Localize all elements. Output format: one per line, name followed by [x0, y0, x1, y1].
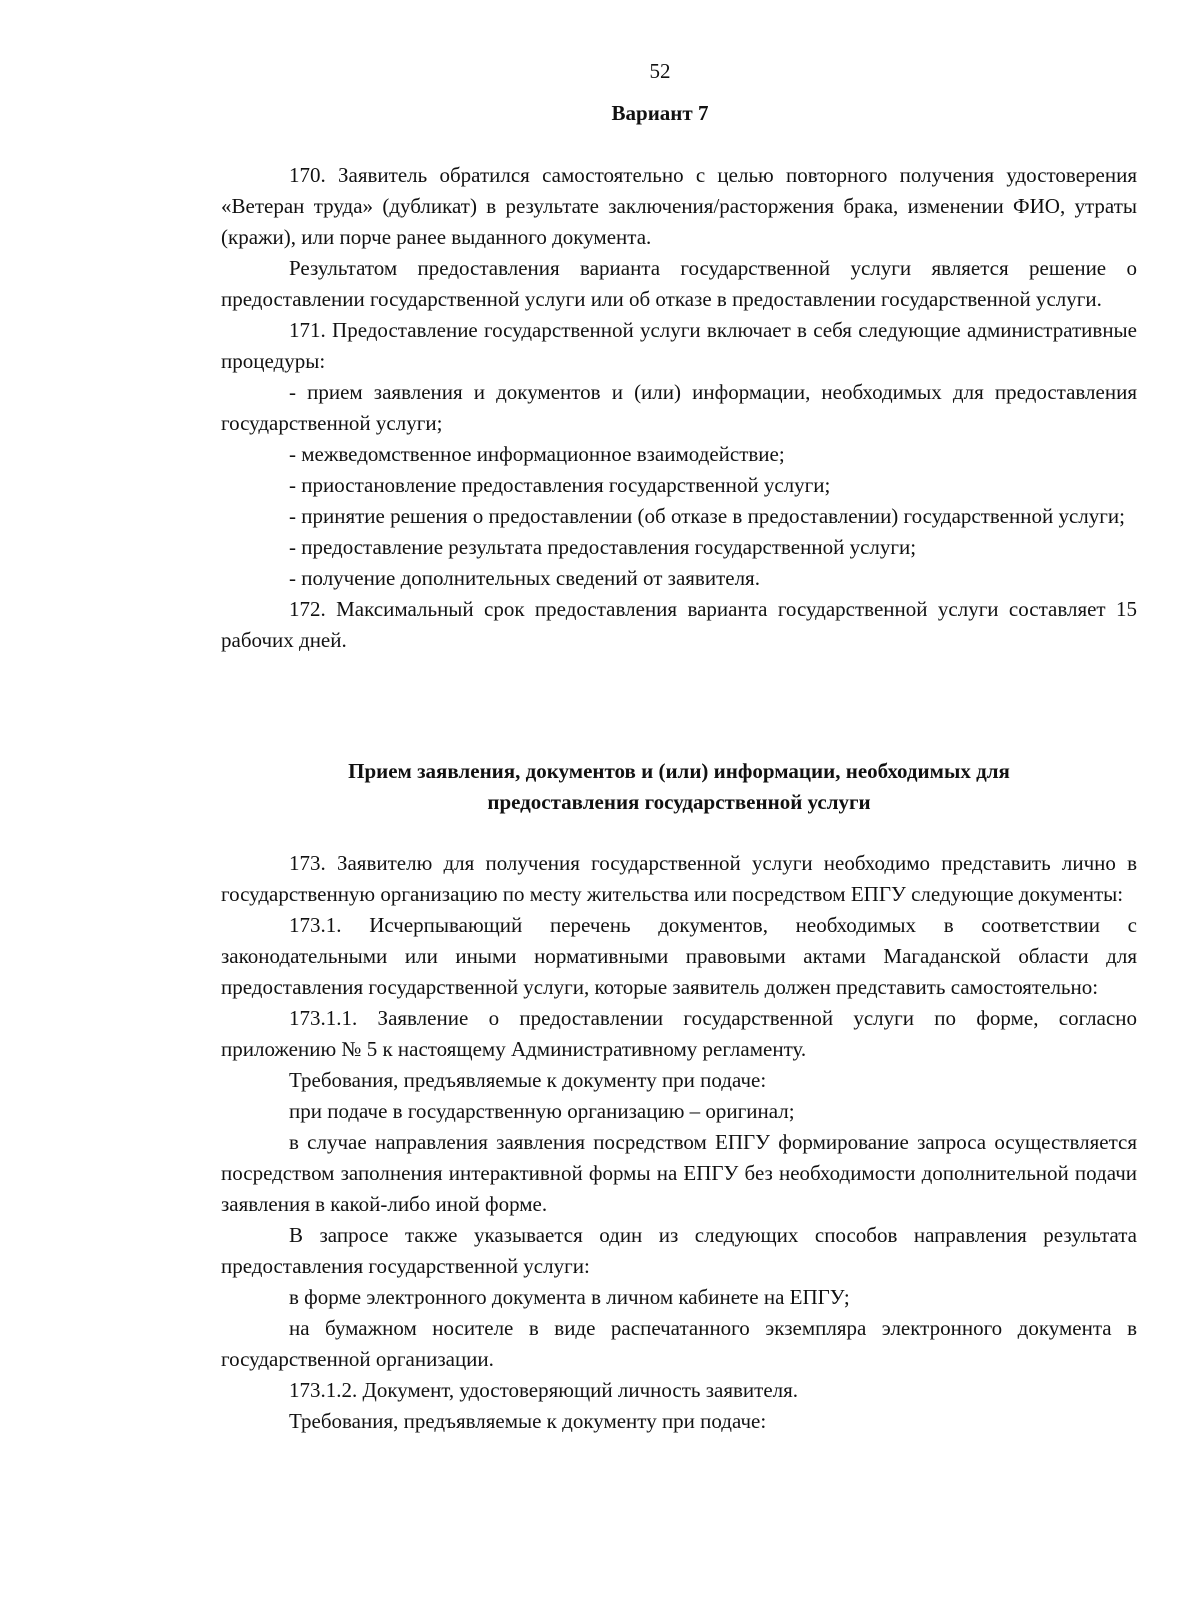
variant-heading: Вариант 7	[611, 101, 709, 125]
paragraph-requirements-2: Требования, предъявляемые к документу при подаче:	[289, 1409, 767, 1433]
list-item-result-delivery: - предоставление результата предоставления государственной услуги;	[289, 535, 917, 559]
paragraph-result: Результатом предоставления варианта государственной услуги является решение о предоставлении государственной услуги или об отказе в предоставлении государственной услуги.	[221, 256, 1137, 311]
paragraphs-block-2	[221, 848, 1137, 1437]
list-item-additional-info: - получение дополнительных сведений от заявителя.	[289, 566, 760, 590]
paragraph-173-1-2: 173.1.2. Документ, удостоверяющий личность заявителя.	[289, 1378, 799, 1402]
list-item-interagency: - межведомственное информационное взаимодействие;	[289, 442, 785, 466]
paragraph-requirements-1: Требования, предъявляемые к документу при подаче:	[289, 1068, 767, 1092]
list-item-suspension: - приостановление предоставления государственной услуги;	[289, 473, 831, 497]
section-heading-line-1: Прием заявления, документов и (или) информации, необходимых для	[348, 759, 1010, 783]
paragraph-epgu-form: в случае направления заявления посредством ЕПГУ формирование запроса осуществляется посредством заполнения интерактивной формы на ЕПГУ без необходимости дополнительной подачи заявления в какой-либо иной форме.	[221, 1130, 1137, 1216]
paragraph-173-1: 173.1. Исчерпывающий перечень документов, необходимых в соответствии с законодательными или иными нормативными правовыми актами Магаданской области для предоставления государственной услуги, которые заявитель должен представить самостоятельно:	[221, 913, 1137, 999]
section-heading	[221, 756, 1137, 818]
list-item-decision: - принятие решения о предоставлении (об отказе в предоставлении) государственной услуги;	[289, 504, 1125, 528]
page-number: 52	[649, 59, 671, 83]
section-heading-line-2: предоставления государственной услуги	[487, 790, 871, 814]
paragraph-delivery-methods: В запросе также указывается один из следующих способов направления результата предоставления государственной услуги:	[221, 1223, 1137, 1278]
paragraph-173: 173. Заявителю для получения государственной услуги необходимо представить лично в государственную организацию по месту жительства или посредством ЕПГУ следующие документы:	[221, 851, 1137, 906]
paragraph-original: при подаче в государственную организацию – оригинал;	[289, 1099, 795, 1123]
paragraph-170: 170. Заявитель обратился самостоятельно с целью повторного получения удостоверения «Ветеран труда» (дубликат) в результате заключения/расторжения брака, изменении ФИО, утраты (кражи), или порче ранее выданного документа.	[221, 163, 1137, 249]
paragraph-paper: на бумажном носителе в виде распечатанного экземпляра электронного документа в государственной организации.	[221, 1316, 1137, 1371]
paragraph-173-1-1: 173.1.1. Заявление о предоставлении государственной услуги по форме, согласно приложению № 5 к настоящему Административному регламенту.	[221, 1006, 1137, 1061]
paragraphs-block-1	[221, 160, 1137, 656]
paragraph-electronic: в форме электронного документа в личном кабинете на ЕПГУ;	[289, 1285, 850, 1309]
list-item-reception: - прием заявления и документов и (или) информации, необходимых для предоставления государственной услуги;	[221, 380, 1137, 435]
paragraph-171: 171. Предоставление государственной услуги включает в себя следующие административные процедуры:	[221, 318, 1137, 373]
paragraph-172: 172. Максимальный срок предоставления варианта государственной услуги составляет 15 рабочих дней.	[221, 597, 1137, 652]
